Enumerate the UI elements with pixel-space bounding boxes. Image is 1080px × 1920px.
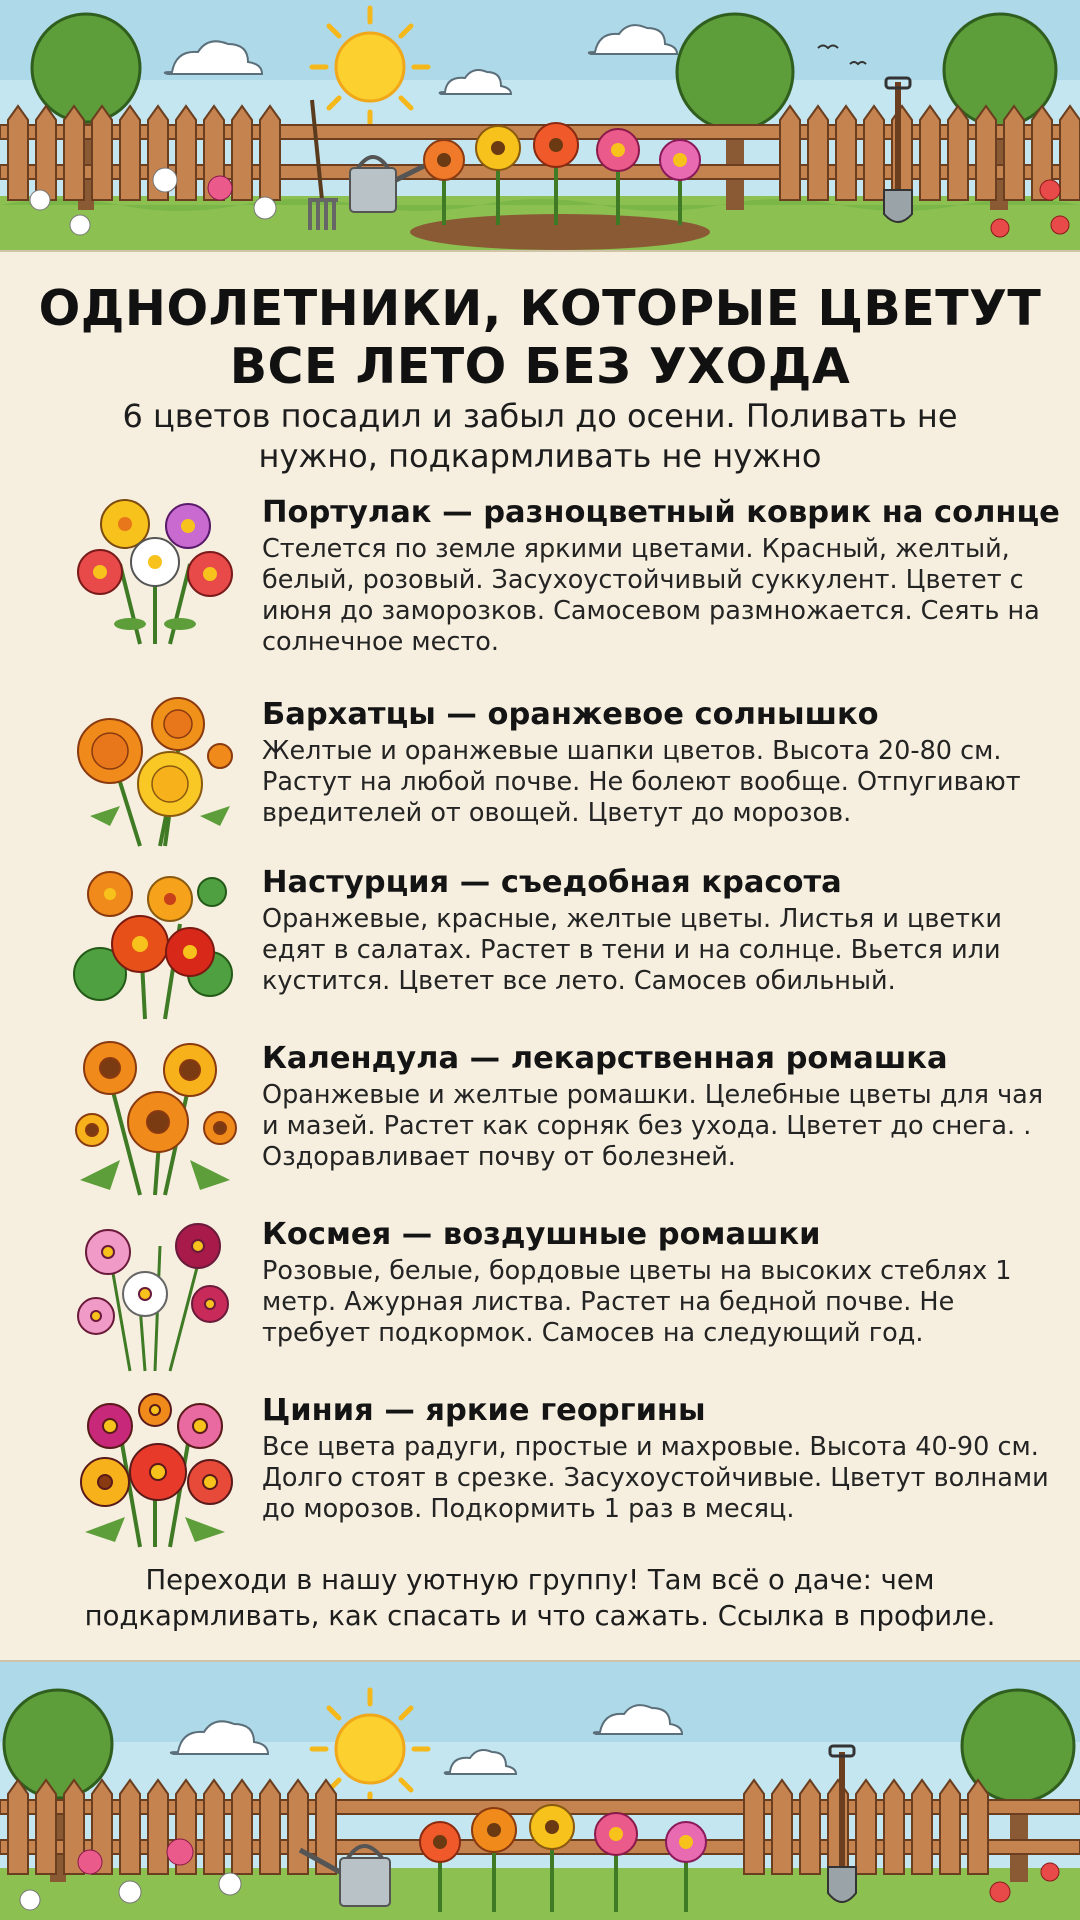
cosmos-icon <box>70 1216 240 1376</box>
portulaca-icon <box>70 494 240 654</box>
calendula-icon <box>70 1040 240 1200</box>
page-title <box>0 280 1080 396</box>
flower-title: Календула — лекарственная ромашка <box>262 1041 948 1076</box>
flower-title: Бархатцы — оранжевое солнышко <box>262 697 879 732</box>
title-line-1: ОДНОЛЕТНИКИ, КОТОРЫЕ ЦВЕТУТ <box>38 280 1042 337</box>
flower-description: Все цвета радуги, простые и махровые. Высота 40-90 см. Долго стоят в срезке. Засухоустойчивые. Цветут волнами до морозов. Подкормить 1 раз в месяц. <box>262 1432 1049 1524</box>
content-panel <box>0 250 1080 1662</box>
bottom-garden-banner <box>0 1662 1080 1920</box>
page-subtitle: 6 цветов посадил и забыл до осени. Поливать не нужно, подкармливать не нужно <box>122 397 958 475</box>
footer-call-to-action: Переходи в нашу уютную группу! Там всё о даче: чем подкармливать, как спасать и что сажать. Ссылка в профиле. <box>84 1564 996 1632</box>
marigold-icon <box>70 696 240 856</box>
flower-description: Желтые и оранжевые шапки цветов. Высота 20-80 см. Растут на любой почве. Не болеют вообще. Отпугивают вредителей от овощей. Цветут до морозов. <box>262 736 1021 828</box>
flower-description: Розовые, белые, бордовые цветы на высоких стеблях 1 метр. Ажурная листва. Растет на бедной почве. Не требует подкормок. Самосев на следующий год. <box>262 1256 1012 1348</box>
zinnia-icon <box>70 1392 240 1552</box>
flower-description: Стелется по земле яркими цветами. Красный, желтый, белый, розовый. Засухоустойчивый суккулент. Цветет с июня до заморозков. Самосевом размножается. Сеять на солнечное место. <box>262 534 1040 657</box>
flower-description: Оранжевые и желтые ромашки. Целебные цветы для чая и мазей. Растет как сорняк без ухода. Цветет до снега. . Оздоравливает почву от болезней. <box>262 1080 1044 1172</box>
top-garden-banner <box>0 0 1080 250</box>
nasturtium-icon <box>70 864 240 1024</box>
flower-title: Циния — яркие георгины <box>262 1393 706 1428</box>
flower-description: Оранжевые, красные, желтые цветы. Листья и цветки едят в салатах. Растет в тени и на солнце. Вьется или кустится. Цветет все лето. Самосев обильный. <box>262 904 1002 996</box>
flower-title: Настурция — съедобная красота <box>262 865 842 900</box>
title-line-2: ВСЕ ЛЕТО БЕЗ УХОДА <box>229 338 851 395</box>
flower-title: Космея — воздушные ромашки <box>262 1217 821 1252</box>
flower-title: Портулак — разноцветный коврик на солнце <box>262 495 1060 530</box>
